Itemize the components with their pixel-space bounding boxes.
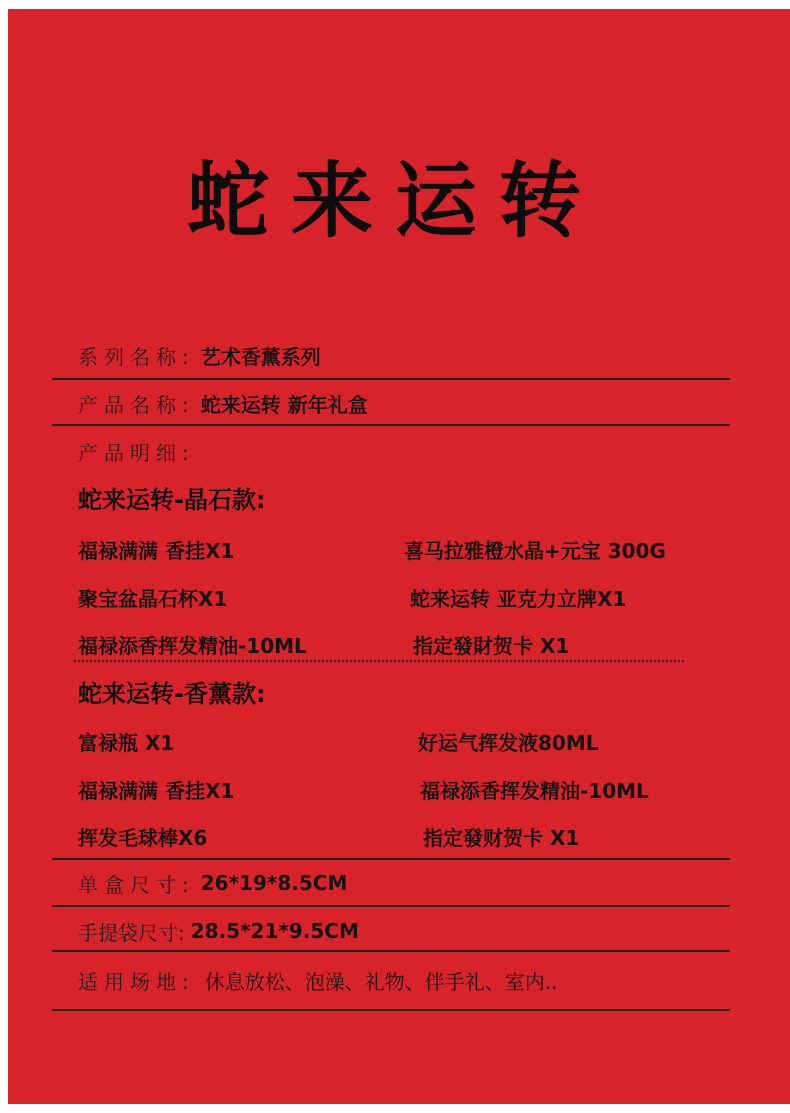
page-title: 蛇来运转 xyxy=(186,153,603,249)
set1-item: 喜马拉雅橙水晶+元宝 300G xyxy=(404,539,666,563)
set2-item: 富禄瓶 X1 xyxy=(78,731,175,755)
set2-item: 好运气挥发液80ML xyxy=(418,731,599,755)
usage-value: 休息放松、泡澡、礼物、伴手礼、室内.. xyxy=(204,969,558,994)
set1-item: 福禄添香挥发精油-10ML xyxy=(78,634,307,658)
series-value: 艺术香薰系列 xyxy=(200,344,321,369)
bag-size-label: 手提袋尺寸: xyxy=(78,920,185,945)
bag-size-row xyxy=(78,916,359,946)
divider xyxy=(52,905,730,907)
dotted-divider xyxy=(74,660,684,662)
usage-row xyxy=(78,965,557,995)
set2-item: 挥发毛球棒X6 xyxy=(78,826,208,850)
set1-item: 聚宝盆晶石杯X1 xyxy=(78,587,228,611)
details-row xyxy=(78,436,195,466)
usage-label: 适用场地: xyxy=(78,969,195,994)
product-value: 蛇来运转 新年礼盒 xyxy=(200,392,368,417)
series-row xyxy=(78,340,321,370)
set1-item: 福禄满满 香挂X1 xyxy=(78,539,235,563)
details-label: 产品明细: xyxy=(78,440,195,465)
product-row xyxy=(78,388,368,418)
box-size-value: 26*19*8.5CM xyxy=(200,871,348,895)
series-label: 系列名称: xyxy=(78,344,195,369)
set1-heading: 蛇来运转-晶石款: xyxy=(78,486,266,514)
divider xyxy=(52,950,730,952)
box-size-label: 单盒尺寸: xyxy=(78,872,195,897)
divider xyxy=(52,858,730,860)
product-label: 产品名称: xyxy=(78,392,195,417)
set2-item: 福禄满满 香挂X1 xyxy=(78,779,235,803)
bag-size-value: 28.5*21*9.5CM xyxy=(190,919,359,943)
box-size-row xyxy=(78,868,347,898)
divider xyxy=(52,378,730,380)
set1-item: 蛇来运转 亚克力立牌X1 xyxy=(410,587,627,611)
divider xyxy=(52,1009,730,1011)
set2-heading: 蛇来运转-香薰款: xyxy=(78,680,266,708)
set2-item: 福禄添香挥发精油-10ML xyxy=(420,779,649,803)
set1-item: 指定發財贺卡 X1 xyxy=(413,634,570,658)
set2-item: 指定發财贺卡 X1 xyxy=(423,826,580,850)
divider xyxy=(52,424,730,426)
